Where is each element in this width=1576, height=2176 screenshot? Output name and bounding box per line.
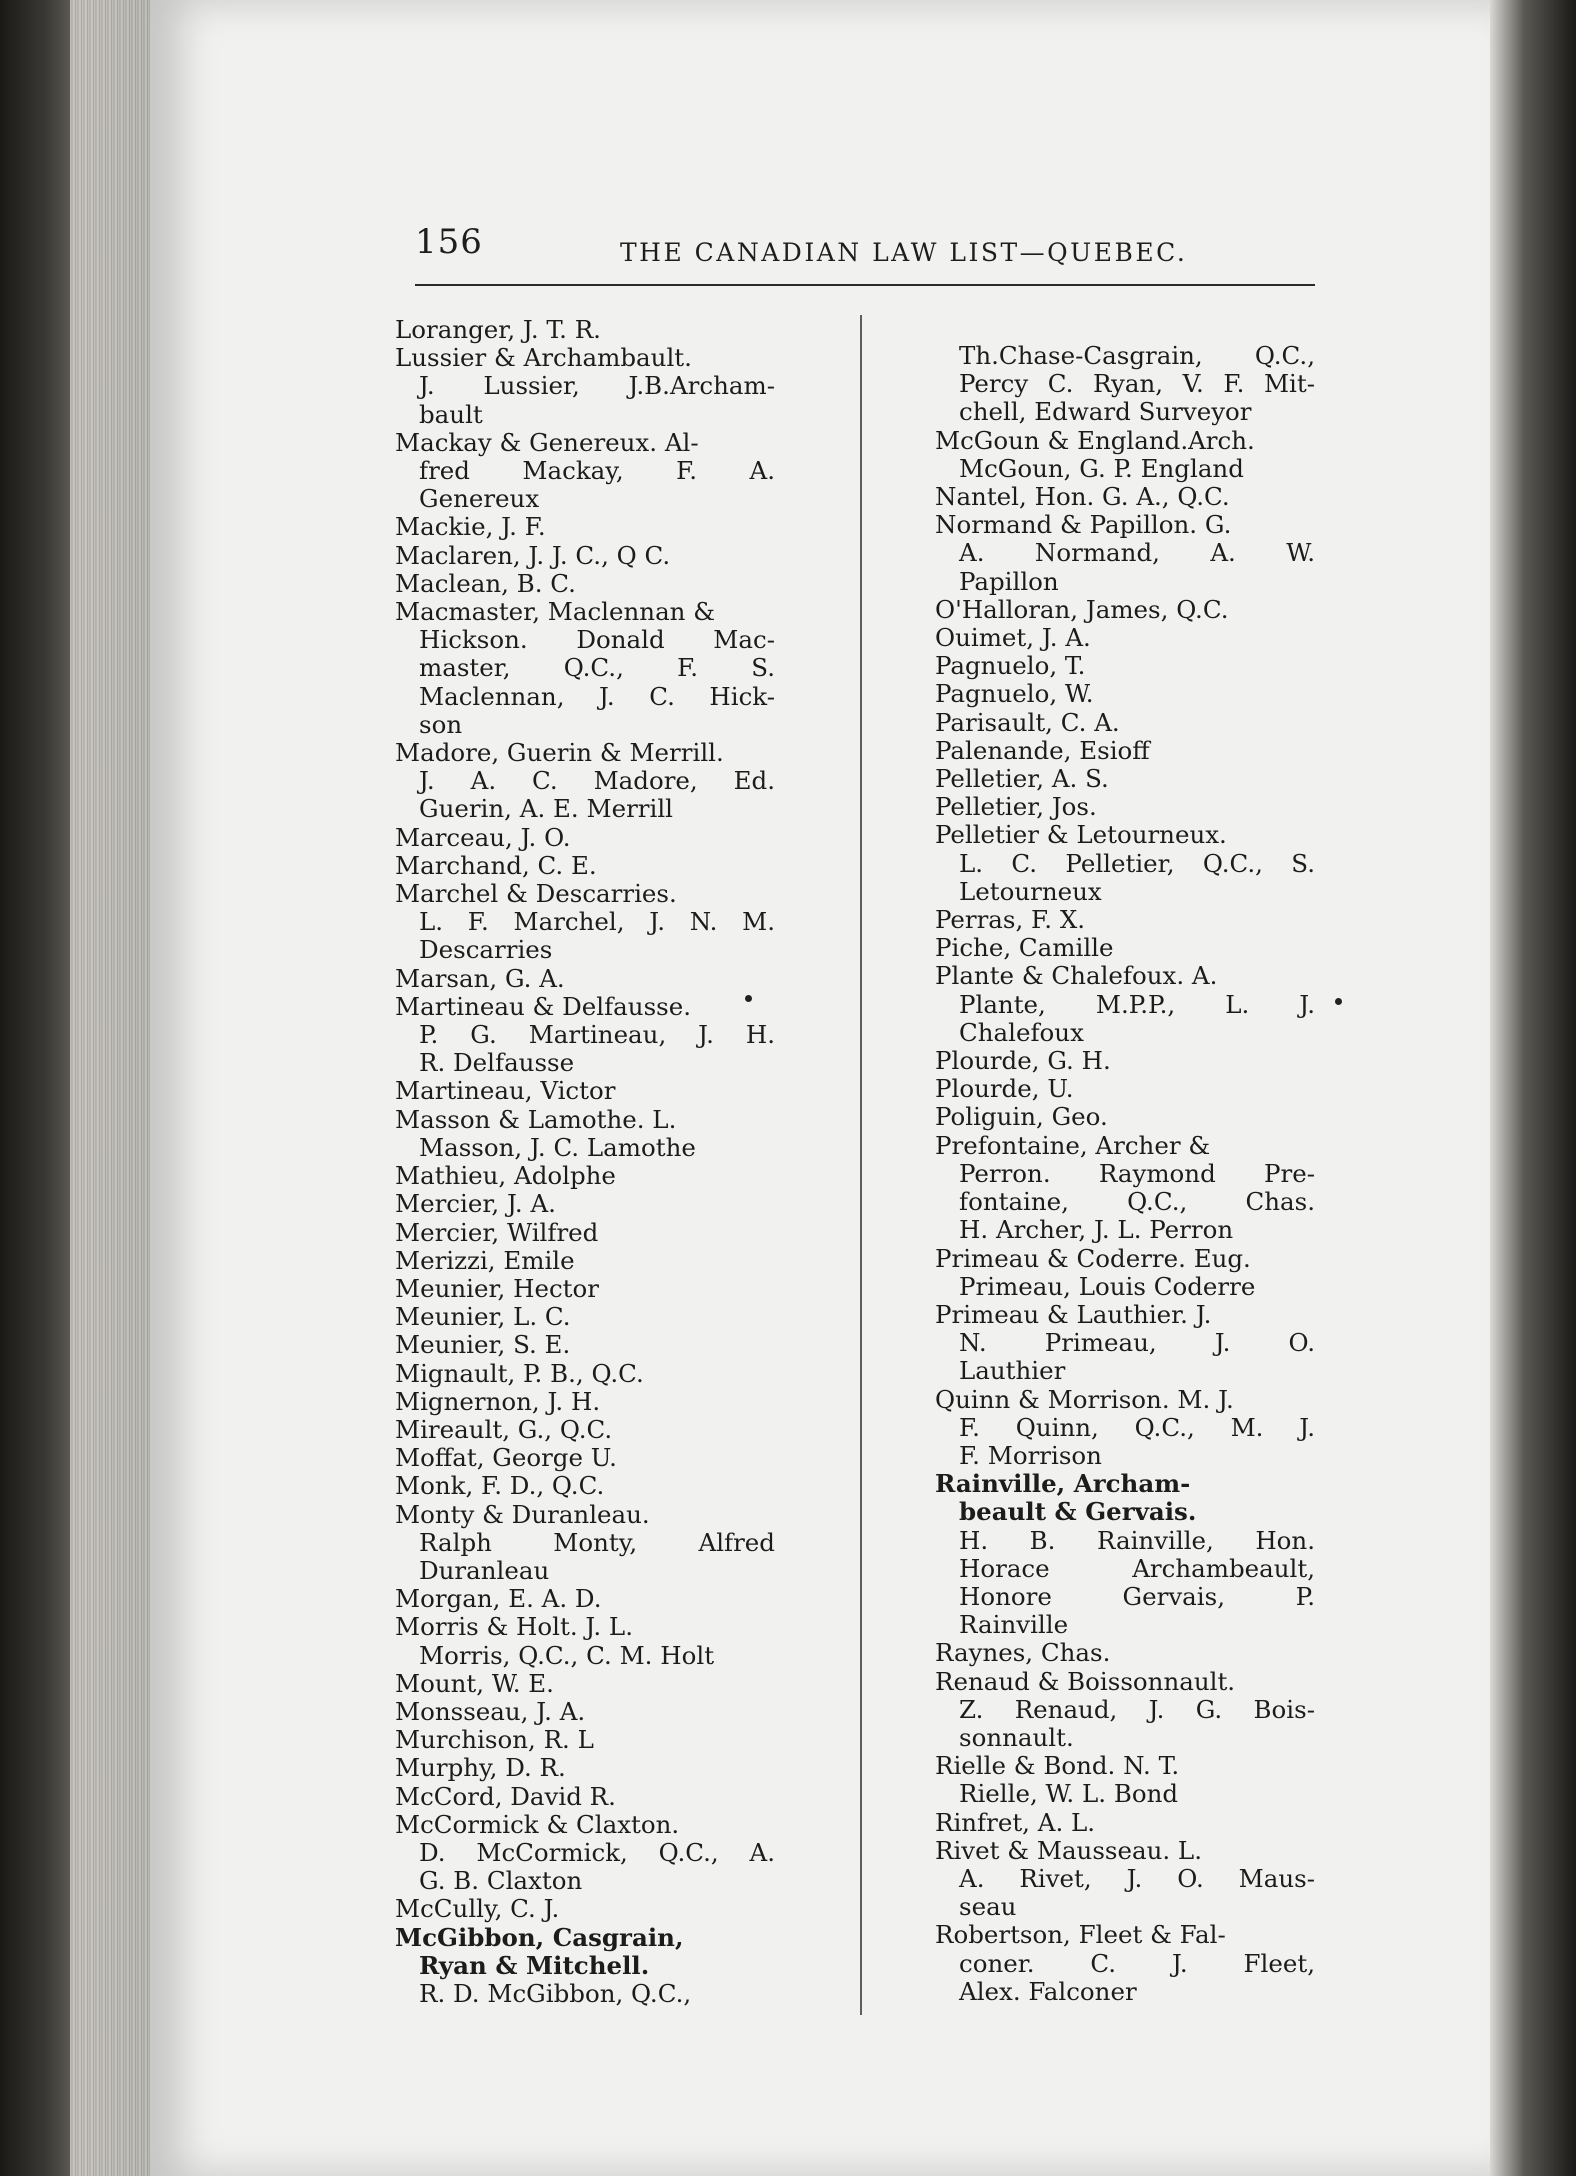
entry-name: Meunier, S. E. <box>395 1330 571 1360</box>
left-column <box>395 316 775 2008</box>
entry-name: Mackie, J. F. <box>395 512 546 542</box>
directory-entry <box>935 652 1315 680</box>
directory-entry <box>395 1585 775 1613</box>
directory-entry <box>935 1132 1315 1245</box>
directory-entry <box>935 737 1315 765</box>
directory-entry <box>395 1472 775 1500</box>
directory-entry <box>935 906 1315 934</box>
entry-detail-line: coner. C. J. Fleet, <box>959 1948 1315 1978</box>
entry-name: Moffat, George U. <box>395 1443 617 1473</box>
directory-entry <box>395 1613 775 1669</box>
entry-name: Mackay & Genereux. Al- <box>395 427 699 457</box>
entry-detail-line: L. F. Marchel, J. N. M. <box>419 907 775 937</box>
entry-detail-line: F. Quinn, Q.C., M. J. <box>959 1412 1315 1442</box>
entry-name: Merizzi, Emile <box>395 1245 575 1275</box>
entry-detail-line: Genereux <box>419 484 540 514</box>
directory-entry <box>395 1106 775 1162</box>
entry-detail-line: D. McCormick, Q.C., A. <box>419 1837 775 1867</box>
directory-entry <box>395 1444 775 1472</box>
entry-name: Parisault, C. A. <box>935 707 1120 737</box>
entry-detail-line: G. B. Claxton <box>419 1866 583 1896</box>
entry-name: Palenande, Esioff <box>935 735 1150 765</box>
entry-name: Mercier, J. A. <box>395 1189 556 1219</box>
directory-entry <box>395 1670 775 1698</box>
entry-name: Poliguin, Geo. <box>935 1102 1108 1132</box>
entry-detail-line: Ryan & Mitchell. <box>419 1950 650 1980</box>
entry-detail-line: son <box>419 709 463 739</box>
entry-name: Piche, Camille <box>935 933 1114 963</box>
entry-detail-line: Morris, Q.C., C. M. Holt <box>419 1640 715 1670</box>
page-edges <box>70 0 160 2176</box>
entry-name: Mercier, Wilfred <box>395 1217 599 1247</box>
entry-detail-line: Lauthier <box>959 1356 1066 1386</box>
entry-detail-line: master, Q.C., F. S. <box>419 653 775 683</box>
entry-name: Perras, F. X. <box>935 905 1086 935</box>
entry-name: McCormick & Claxton. <box>395 1809 680 1839</box>
directory-entry <box>935 342 1315 427</box>
entry-detail-line: Letourneux <box>959 876 1102 906</box>
directory-entry <box>395 1924 775 1980</box>
entry-name: Murphy, D. R. <box>395 1753 566 1783</box>
directory-entry <box>395 1360 775 1388</box>
directory-entry <box>935 793 1315 821</box>
entry-detail-line: Rielle, W. L. Bond <box>959 1779 1179 1809</box>
entry-detail-line: Percy C. Ryan, V. F. Mit- <box>959 369 1315 399</box>
directory-entry <box>395 570 775 598</box>
entry-detail-line: A. Normand, A. W. <box>959 538 1315 568</box>
entry-detail-line: Chalefoux <box>959 1017 1084 1047</box>
entry-name: Prefontaine, Archer & <box>935 1130 1211 1160</box>
entry-name: Mireault, G., Q.C. <box>395 1414 613 1444</box>
directory-entry <box>935 1386 1315 1471</box>
page-header <box>415 222 1188 278</box>
directory-entry <box>395 316 775 344</box>
entry-name: Marchand, C. E. <box>395 850 597 880</box>
entry-name: Maclaren, J. J. C., Q C. <box>395 540 671 570</box>
entry-detail-line: chell, Edward Surveyor <box>959 397 1252 427</box>
directory-entry <box>935 1470 1315 1526</box>
directory-entry <box>395 1501 775 1586</box>
directory-entry <box>395 1077 775 1105</box>
entry-name: Pelletier & Letourneux. <box>935 820 1227 850</box>
entry-name: Mignernon, J. H. <box>395 1386 601 1416</box>
entry-name: Pagnuelo, T. <box>935 651 1086 681</box>
directory-entry <box>395 1331 775 1359</box>
entry-name: Raynes, Chas. <box>935 1638 1111 1668</box>
entry-detail-line: Perron. Raymond Pre- <box>959 1158 1315 1188</box>
directory-entry <box>935 483 1315 511</box>
entry-detail-line: Ralph Monty, Alfred <box>419 1527 775 1557</box>
entry-name: Madore, Guerin & Merrill. <box>395 738 724 768</box>
ink-speck <box>1335 998 1342 1005</box>
entry-detail-line: J. A. C. Madore, Ed. <box>419 766 775 796</box>
directory-entry <box>395 1303 775 1331</box>
directory-entry <box>395 1698 775 1726</box>
entry-detail-line: Masson, J. C. Lamothe <box>419 1132 696 1162</box>
entry-name: Pelletier, Jos. <box>935 792 1097 822</box>
entry-name: Murchison, R. L <box>395 1725 594 1755</box>
right-page-edge <box>1490 0 1576 2176</box>
directory-entry <box>395 993 775 1078</box>
entry-detail-line: Duranleau <box>419 1555 550 1585</box>
directory-entry <box>935 821 1315 906</box>
entry-name: Maclean, B. C. <box>395 568 576 598</box>
entry-name: Nantel, Hon. G. A., Q.C. <box>935 482 1230 512</box>
entry-detail-line: Maclennan, J. C. Hick- <box>419 681 775 711</box>
directory-entry <box>935 596 1315 624</box>
entry-name: Monk, F. D., Q.C. <box>395 1471 605 1501</box>
directory-entry <box>935 1075 1315 1103</box>
entry-detail-line: R. Delfausse <box>419 1048 575 1078</box>
directory-entry <box>395 1275 775 1303</box>
entry-detail-line: sonnault. <box>959 1722 1074 1752</box>
directory-entry <box>935 1668 1315 1753</box>
entry-detail-line: Hickson. Donald Mac- <box>419 625 775 655</box>
directory-entry <box>935 1527 1315 1640</box>
directory-entry <box>395 1811 775 1896</box>
entry-detail-line: bault <box>419 399 483 429</box>
entry-detail-line: Rainville <box>959 1610 1069 1640</box>
entry-name: Mathieu, Adolphe <box>395 1161 616 1191</box>
directory-entry <box>395 344 775 429</box>
entry-name: Meunier, Hector <box>395 1273 599 1303</box>
entry-name: Rivet & Mausseau. L. <box>935 1835 1202 1865</box>
entry-name: Ouimet, J. A. <box>935 623 1091 653</box>
entry-name: Primeau & Lauthier. J. <box>935 1299 1212 1329</box>
entry-detail-line: R. D. McGibbon, Q.C., <box>419 1978 692 2008</box>
directory-entry <box>395 1162 775 1190</box>
entry-detail-line: F. Morrison <box>959 1440 1102 1470</box>
entry-name: Loranger, J. T. R. <box>395 315 601 344</box>
directory-entry <box>395 1754 775 1782</box>
directory-entry <box>935 680 1315 708</box>
directory-entry <box>395 1190 775 1218</box>
directory-entry <box>935 1809 1315 1837</box>
directory-entry <box>395 1980 775 2008</box>
entry-name: Martineau & Delfausse. <box>395 991 691 1021</box>
directory-entry <box>935 1752 1315 1808</box>
directory-entry <box>395 1416 775 1444</box>
directory-entry <box>935 1103 1315 1131</box>
directory-entry <box>395 1726 775 1754</box>
directory-entry <box>395 513 775 541</box>
entry-detail-line: beault & Gervais. <box>959 1497 1197 1527</box>
directory-entry <box>935 624 1315 652</box>
directory-entry <box>935 962 1315 1047</box>
directory-entry <box>395 965 775 993</box>
entry-detail-line: seau <box>959 1892 1017 1922</box>
page-number: 156 <box>415 222 483 262</box>
entry-name: Rinfret, A. L. <box>935 1807 1096 1837</box>
entry-name: Monty & Duranleau. <box>395 1499 650 1529</box>
entry-name: McCully, C. J. <box>395 1894 560 1924</box>
entry-detail-line: fontaine, Q.C., Chas. <box>959 1187 1315 1217</box>
directory-entry <box>935 934 1315 962</box>
directory-entry <box>395 542 775 570</box>
directory-entry <box>395 739 775 824</box>
column-divider <box>860 315 862 2015</box>
directory-entry <box>395 1247 775 1275</box>
entry-name: Renaud & Boissonnault. <box>935 1666 1236 1696</box>
ink-speck <box>745 995 752 1002</box>
directory-entry <box>935 427 1315 483</box>
directory-entry <box>935 1639 1315 1667</box>
entry-detail-line: N. Primeau, J. O. <box>959 1328 1315 1358</box>
entry-name: Quinn & Morrison. M. J. <box>935 1384 1234 1414</box>
directory-entry <box>395 1388 775 1416</box>
entry-name: Pagnuelo, W. <box>935 679 1094 709</box>
entry-name: McCord, David R. <box>395 1781 616 1811</box>
entry-name: Plante & Chalefoux. A. <box>935 961 1218 991</box>
entry-detail-line: H. B. Rainville, Hon. <box>959 1525 1315 1555</box>
entry-name: Robertson, Fleet & Fal- <box>935 1920 1226 1950</box>
directory-entry <box>395 880 775 965</box>
directory-entry <box>395 852 775 880</box>
directory-entry <box>935 1047 1315 1075</box>
entry-detail-line: Horace Archambeault, <box>959 1553 1315 1583</box>
entry-detail-line: Alex. Falconer <box>959 1976 1137 2006</box>
entry-name: Primeau & Coderre. Eug. <box>935 1243 1251 1273</box>
directory-entry <box>395 1219 775 1247</box>
entry-detail-line: Guerin, A. E. Merrill <box>419 794 673 824</box>
entry-detail-line: Papillon <box>959 566 1059 596</box>
directory-entry <box>395 598 775 739</box>
entry-name: Mount, W. E. <box>395 1668 554 1698</box>
directory-entry <box>395 429 775 514</box>
entry-name: Plourde, U. <box>935 1074 1074 1104</box>
right-column <box>935 342 1315 2006</box>
entry-detail-line: fred Mackay, F. A. <box>419 456 775 486</box>
directory-entry <box>395 1783 775 1811</box>
entry-name: Rainville, Archam- <box>935 1469 1191 1499</box>
entry-detail-line: Honore Gervais, P. <box>959 1581 1315 1611</box>
entry-name: Morgan, E. A. D. <box>395 1584 602 1614</box>
entry-name: Masson & Lamothe. L. <box>395 1104 677 1134</box>
entry-name: Pelletier, A. S. <box>935 764 1109 794</box>
entry-name: Morris & Holt. J. L. <box>395 1612 633 1642</box>
entry-name: Marsan, G. A. <box>395 963 565 993</box>
directory-entry <box>935 511 1315 596</box>
directory-entry <box>935 1921 1315 2006</box>
entry-detail-line: H. Archer, J. L. Perron <box>959 1215 1234 1245</box>
entry-name: Meunier, L. C. <box>395 1302 571 1332</box>
entry-detail-line: J. Lussier, J.B.Archam- <box>419 371 775 401</box>
entry-name: Rielle & Bond. N. T. <box>935 1751 1180 1781</box>
entry-detail-line: Descarries <box>419 935 553 965</box>
entry-detail-line: P. G. Martineau, J. H. <box>419 1020 775 1050</box>
directory-entry <box>935 765 1315 793</box>
entry-name: Marceau, J. O. <box>395 822 571 852</box>
entry-name: Normand & Papillon. G. <box>935 510 1232 540</box>
entry-name: Monsseau, J. A. <box>395 1696 586 1726</box>
entry-detail-line: Z. Renaud, J. G. Bois- <box>959 1694 1315 1724</box>
directory-entry <box>935 1837 1315 1922</box>
entry-detail-line: L. C. Pelletier, Q.C., S. <box>959 848 1315 878</box>
entry-name: Marchel & Descarries. <box>395 879 677 909</box>
entry-name: Plourde, G. H. <box>935 1046 1111 1076</box>
directory-entry <box>395 824 775 852</box>
entry-name: Macmaster, Maclennan & <box>395 597 716 627</box>
entry-detail-line: Th.Chase-Casgrain, Q.C., <box>959 341 1315 370</box>
entry-name: Martineau, Victor <box>395 1076 616 1106</box>
entry-detail-line: Plante, M.P.P., L. J. <box>959 989 1315 1019</box>
directory-entry <box>935 709 1315 737</box>
entry-detail-line: A. Rivet, J. O. Maus- <box>959 1863 1315 1893</box>
header-rule <box>415 284 1315 286</box>
directory-entry <box>395 1895 775 1923</box>
entry-name: O'Halloran, James, Q.C. <box>935 594 1229 624</box>
entry-name: Mignault, P. B., Q.C. <box>395 1358 644 1388</box>
directory-entry <box>935 1301 1315 1386</box>
running-title: THE CANADIAN LAW LIST—QUEBEC. <box>620 238 1188 267</box>
entry-name: McGoun & England.Arch. <box>935 425 1255 455</box>
entry-name: McGibbon, Casgrain, <box>395 1922 684 1952</box>
entry-detail-line: McGoun, G. P. England <box>959 453 1244 483</box>
entry-name: Lussier & Archambault. <box>395 343 692 373</box>
directory-entry <box>935 1245 1315 1301</box>
entry-detail-line: Primeau, Louis Coderre <box>959 1271 1256 1301</box>
